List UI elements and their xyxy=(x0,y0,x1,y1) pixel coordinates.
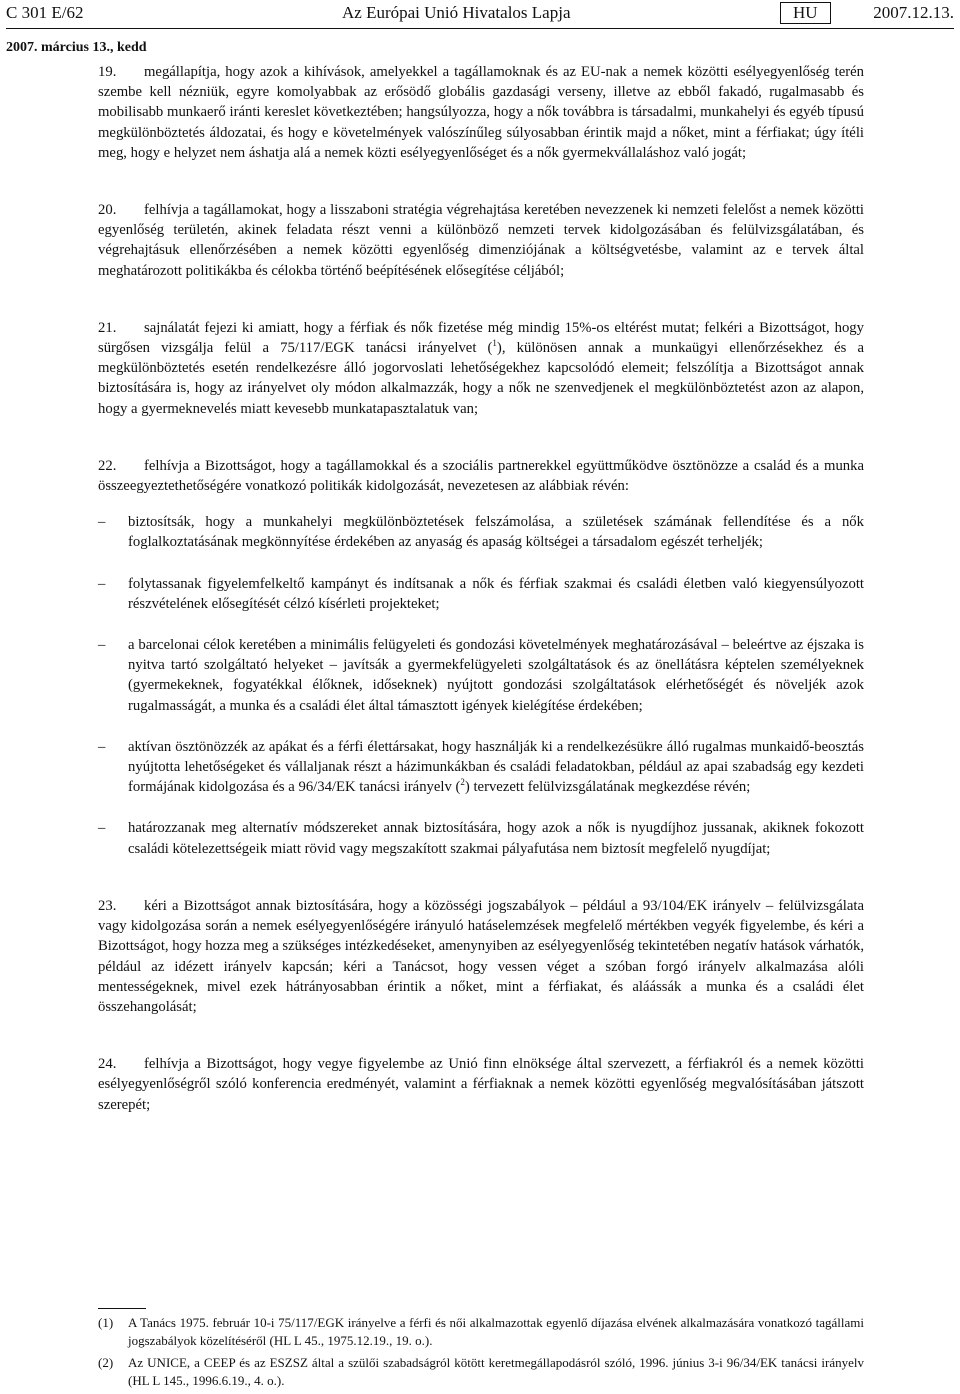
list-item-text-cont: ) tervezett felülvizsgálatának megkezdése révén; xyxy=(464,779,751,796)
bullet-list xyxy=(98,512,864,859)
footnote-divider xyxy=(98,1308,146,1309)
footnote-mark: (2) xyxy=(98,1355,114,1370)
paragraph-text: kéri a Bizottságot annak biztosítására, hogy a közösségi jogszabályok – például a 93/104/EK irányelv – felülvizsgálata vagy kidolgozása során a nemek esélyegyenlőségére irányuló hatáselemzések megfelelő mértékben vegyék figyelembe, és kéri a Bizottságot, hogy hozza meg a szükséges intézkedéseket, amenynyiben az esélyegyenlőség tekintetében negatív hatások várhatók, például az idézett irányelv kapcsán; kéri a Tanácsot, hogy vessen véget a szóban forgó irányelv alkalmazása alóli mentességeknek, mivel ezek hátrányosabban érintik a nőket, mint a férfiakat, és aláássák a munka és a családi élet összehangolását; xyxy=(98,897,864,1015)
bullet-dash: – xyxy=(98,738,106,755)
paragraph-text: felhívja a tagállamokat, hogy a lisszaboni stratégia végrehajtása keretében nevezzenek ki nemzeti felelőst a nemek közötti egyenlőség területén, akinek feladata részt venni a különböző nemzeti tervek kidolgozásában és felülvizsgálatában, és végrehajtásuk ellenőrzésében a nemek közötti egyenlőség dimenziójának a költségvetésbe, valamint az e tervek által meghatározott politikákba és célokba történő beépítésének elősegítése céljából; xyxy=(98,202,864,279)
list-item xyxy=(98,512,864,552)
header-divider xyxy=(6,28,954,29)
paragraph-number: 23. xyxy=(98,897,117,914)
list-item-text: biztosítsák, hogy a munkahelyi megkülönböztetések felszámolása, a születések számának fellendítése és a nők foglalkoztatásának megkönnyítése érdekében az anyaság és apaság költségei a társadalom egészét terheljék; xyxy=(128,514,864,551)
paragraph-text: sajnálatát fejezi ki amiatt, hogy a férfiak és nők fizetése még mindig 15%-os eltérést mutat; felkéri a Bizottságot, hogy sürgősen vizsgálja felül a 75/117/EGK tanácsi irányelvet ( xyxy=(98,319,864,357)
bullet-dash: – xyxy=(98,820,106,837)
page-reference: C 301 E/62 xyxy=(6,3,84,22)
bullet-dash: – xyxy=(98,637,106,654)
paragraph-22 xyxy=(98,456,864,496)
paragraph-19 xyxy=(98,62,864,163)
footnote-1 xyxy=(98,1314,864,1350)
list-item-text: folytassanak figyelemfelkeltő kampányt és indítsanak a nők és férfiak szakmai és családi életben való kiegyensúlyozott részvételének elősegítését célzó kísérleti projekteket; xyxy=(128,575,864,612)
session-date: 2007. március 13., kedd xyxy=(6,40,147,55)
issue-date: 2007.12.13. xyxy=(873,3,954,22)
paragraph-number: 19. xyxy=(98,64,117,80)
footnote-text: Az UNICE, a CEEP és az ESZSZ által a szülői szabadságról kötött keretmegállapodásról szóló, 1996. június 3-i 96/34/EK tanácsi irányelv (HL L 145., 1996.6.19., 4. o.). xyxy=(128,1355,864,1388)
paragraph-number: 21. xyxy=(98,319,117,336)
footnote-ref-1[interactable]: 1 xyxy=(492,338,497,349)
bullet-dash: – xyxy=(98,514,106,531)
paragraph-number: 20. xyxy=(98,202,117,219)
paragraph-23 xyxy=(98,896,864,1017)
paragraph-text: felhívja a Bizottságot, hogy a tagállamokkal és a szociális partnerekkel együttműködve ösztönözze a család és a munka összeegyeztethetőségére vonatkozó politikák kidolgozását, nevezetesen az alábbiak révén: xyxy=(98,457,864,495)
list-item-text: határozzanak meg alternatív módszereket annak biztosítására, hogy azok a nők is nyugdíjhoz jussanak, akiknek fokozott családi kötelezettségeik miatt rövid vagy megszakított szakmai pályafutása nem biztosít megfelelő nyugdíjat; xyxy=(128,820,864,857)
list-item xyxy=(98,635,864,716)
list-item-text: aktívan ösztönözzék az apákat és a férfi élettársakat, hogy használják ki a rendelkezésükre álló rugalmas munkaidő-beosztás nyújtotta lehetőségeket és vállaljanak részt a házimunkákban és családi feladatokban, például az apai szabadság egy kezdeti formájának kidolgozása és a 96/34/EK tanácsi irányelv ( xyxy=(128,738,864,796)
footnote-2 xyxy=(98,1354,864,1390)
paragraph-number: 24. xyxy=(98,1056,117,1073)
bullet-dash: – xyxy=(98,575,106,592)
journal-title: Az Európai Unió Hivatalos Lapja xyxy=(342,3,571,22)
document-body xyxy=(98,62,864,1115)
list-item-text: a barcelonai célok keretében a minimális felügyeleti és gondozási követelmények meghatározásával – beleértve az éjszaka is nyitva tartó szolgáltató helyeket – javítsák a gyermekfelügyeleti szolgáltatások és az önellátásra képtelen személyeknek (gyermekeknek, fogyatékkal élőknek, időseknek) nyújtott gondozási szolgáltatások elérhetőségét és növeljék azok rugalmasságát, a munka és a családi élet által támasztott igények kielégítése érdekében; xyxy=(128,637,864,714)
list-item xyxy=(98,574,864,614)
list-item xyxy=(98,818,864,858)
paragraph-21 xyxy=(98,318,864,419)
footnote-ref-2[interactable]: 2 xyxy=(460,777,465,788)
footnote-text: A Tanács 1975. február 10-i 75/117/EGK irányelve a férfi és női alkalmazottak egyenlő díjazása elvének alkalmazására vonatkozó tagállami jogszabályok közelítéséről (HL L 45., 1975.12.19., 19. o.). xyxy=(128,1315,864,1348)
paragraph-text-cont: ), különösen annak a munkaügyi ellenőrzésekhez és a megkülönböztetés esetén rendelkezésre álló jogorvoslati lehetőségekhez kapcsolódó elemeit; felszólítja a Bizottságot annak biztosítására is, hogy az irányelvet oly módon alkalmazzák, hogy a nők ne szenvedjenek el megkülönböztetést azon az alapon, hogy a gyermeknevelés miatt kevesebb munkatapasztalatuk van; xyxy=(98,340,864,417)
paragraph-text: felhívja a Bizottságot, hogy vegye figyelembe az Unió finn elnöksége által szervezett, a férfiakról és a nemek közötti esélyegyenlőségről szóló konferencia eredményét, valamint a férfiaknak a nemek közötti egyenlőség megvalósításában játszott szerepét; xyxy=(98,1056,864,1113)
page-header xyxy=(6,3,954,25)
list-item xyxy=(98,737,864,798)
paragraph-24 xyxy=(98,1054,864,1115)
paragraph-number: 22. xyxy=(98,457,117,474)
language-badge: HU xyxy=(780,2,831,24)
footnotes xyxy=(98,1314,864,1394)
paragraph-20 xyxy=(98,200,864,281)
paragraph-text: megállapítja, hogy azok a kihívások, amelyekkel a tagállamoknak és az EU-nak a nemek közötti esélyegyenlőség terén szembe kell nézniük, egyre komolyabbak az erősödő globális gazdasági verseny, illetve az ebből fakadó, rugalmasabb és mobilisabb munkaerő iránti kereslet következtében; hangsúlyozza, hogy a nők továbbra is társadalmi, munkahelyi és egyéb típusú megkülönböztetés áldozatai, és hogy e követelmények valószínűleg súlyosabban érintik majd a nőket, mint a férfiakat; úgy ítéli meg, hogy e helyzet nem áshatja alá a nemek közti esélyegyenlőséget és a nők gyermekvállaláshoz való jogát; xyxy=(98,64,864,161)
footnote-mark: (1) xyxy=(98,1315,114,1330)
